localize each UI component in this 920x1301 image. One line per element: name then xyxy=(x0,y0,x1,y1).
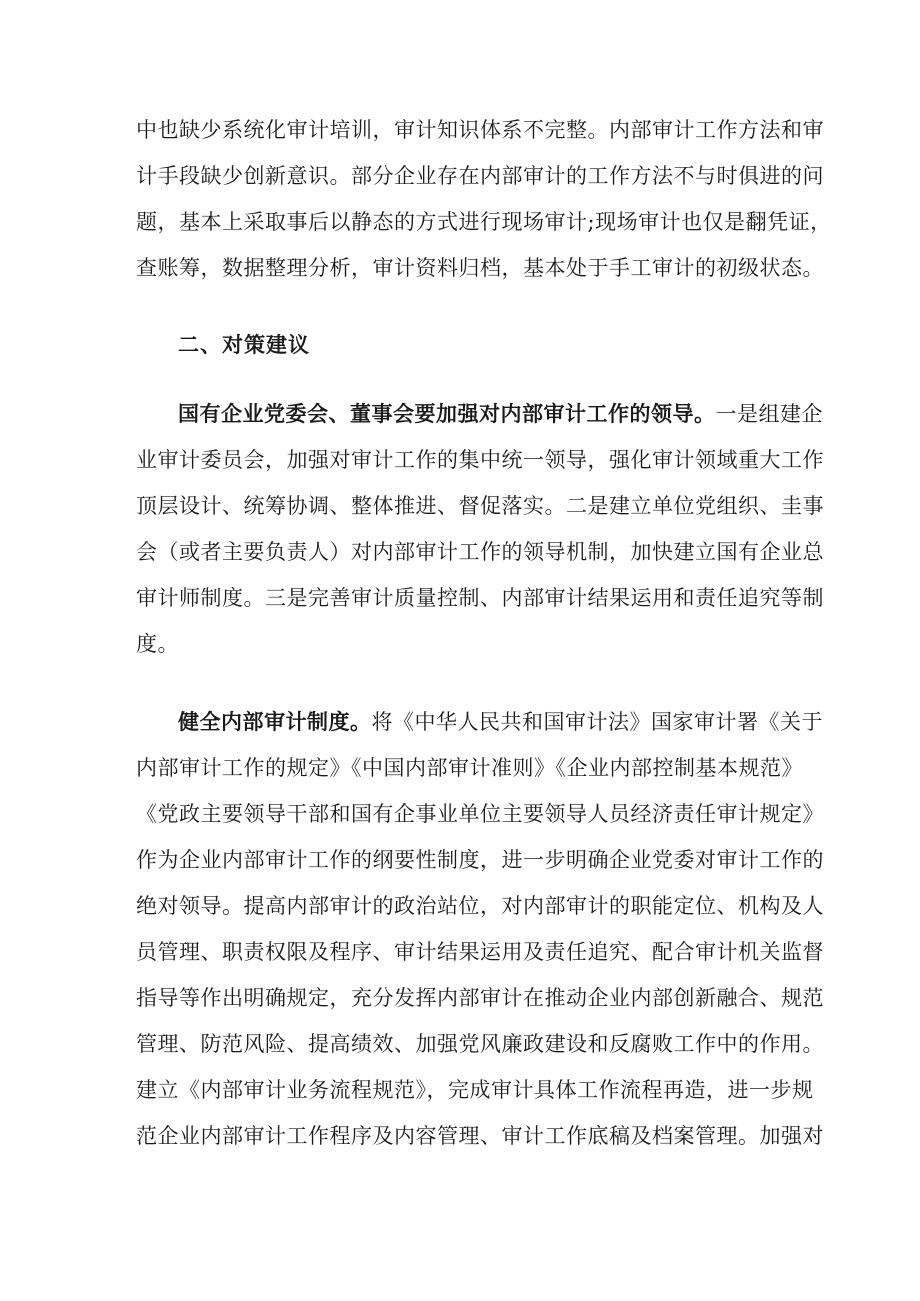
section-heading: 二、对策建议 xyxy=(178,332,310,357)
paragraph-2-line-4: 会（或者主要负责人）对内部审计工作的领导机制，加快建立国有企业总 xyxy=(136,540,824,564)
paragraph-3-line-10: 范企业内部审计工作程序及内容管理、审计工作底稿及档案管理。加强对 xyxy=(136,1124,824,1148)
paragraph-1-line-3: 题，基本上采取事后以静态的方式进行现场审计;现场审计也仅是翻凭证， xyxy=(136,210,832,234)
paragraph-1-line-1: 中也缺少系统化审计培训，审计知识体系不完整。内部审计工作方法和审 xyxy=(136,118,824,142)
paragraph-2-lead-bold: 国有企业党委会、董事会要加强对内部审计工作的领导。 xyxy=(178,401,716,426)
paragraph-2-lead-rest: 一是组建企 xyxy=(715,402,823,426)
paragraph-1-line-2: 计手段缺少创新意识。部分企业存在内部审计的工作方法不与时俱进的问 xyxy=(136,164,824,188)
paragraph-2-line-3: 顶层设计、统筹协调、整体推进、督促落实。二是建立单位党组织、圭事 xyxy=(136,494,824,518)
paragraph-3-line-5: 绝对领导。提高内部审计的政治站位，对内部审计的职能定位、机构及人 xyxy=(136,894,824,918)
paragraph-3-line-6: 员管理、职责权限及程序、审计结果运用及责任追究、配合审计机关监督 xyxy=(136,940,824,964)
paragraph-3-lead-rest: 将《中华人民共和国审计法》国家审计署《关于 xyxy=(371,710,823,734)
paragraph-3-line-7: 指导等作出明确规定，充分发挥内部审计在推动企业内部创新融合、规范 xyxy=(136,986,824,1010)
paragraph-3-line-9: 建立《内部审计业务流程规范》，完成审计具体工作流程再造，进一步规 xyxy=(136,1078,814,1102)
paragraph-2-line-2: 业审计委员会，加强对审计工作的集中统一领导，强化审计领域重大工作 xyxy=(136,448,824,472)
paragraph-3-lead-bold: 健全内部审计制度。 xyxy=(178,709,372,734)
paragraph-3-line-2: 内部审计工作的规定》《中国内部审计准则》《企业内部控制基本规范》 xyxy=(136,756,803,780)
paragraph-3-line-8: 管理、防范风险、提高绩效、加强党风廉政建设和反腐败工作中的作用。 xyxy=(136,1032,824,1056)
paragraph-3-line-1 xyxy=(178,707,823,737)
paragraph-2-line-1 xyxy=(178,399,823,429)
paragraph-3-line-4: 作为企业内部审计工作的纲要性制度，进一步明确企业党委对审计工作的 xyxy=(136,848,824,872)
paragraph-2-line-5: 审计师制度。三是完善审计质量控制、内部审计结果运用和责任追究等制 xyxy=(136,586,824,610)
paragraph-1-line-4: 查账筹，数据整理分析，审计资料归档，基本处于手工审计的初级状态。 xyxy=(136,256,824,280)
paragraph-2-line-6: 度。 xyxy=(136,632,179,656)
paragraph-3-line-3: 《党政主要领导干部和国有企事业单位主要领导人员经济责任审计规定》 xyxy=(136,802,824,826)
